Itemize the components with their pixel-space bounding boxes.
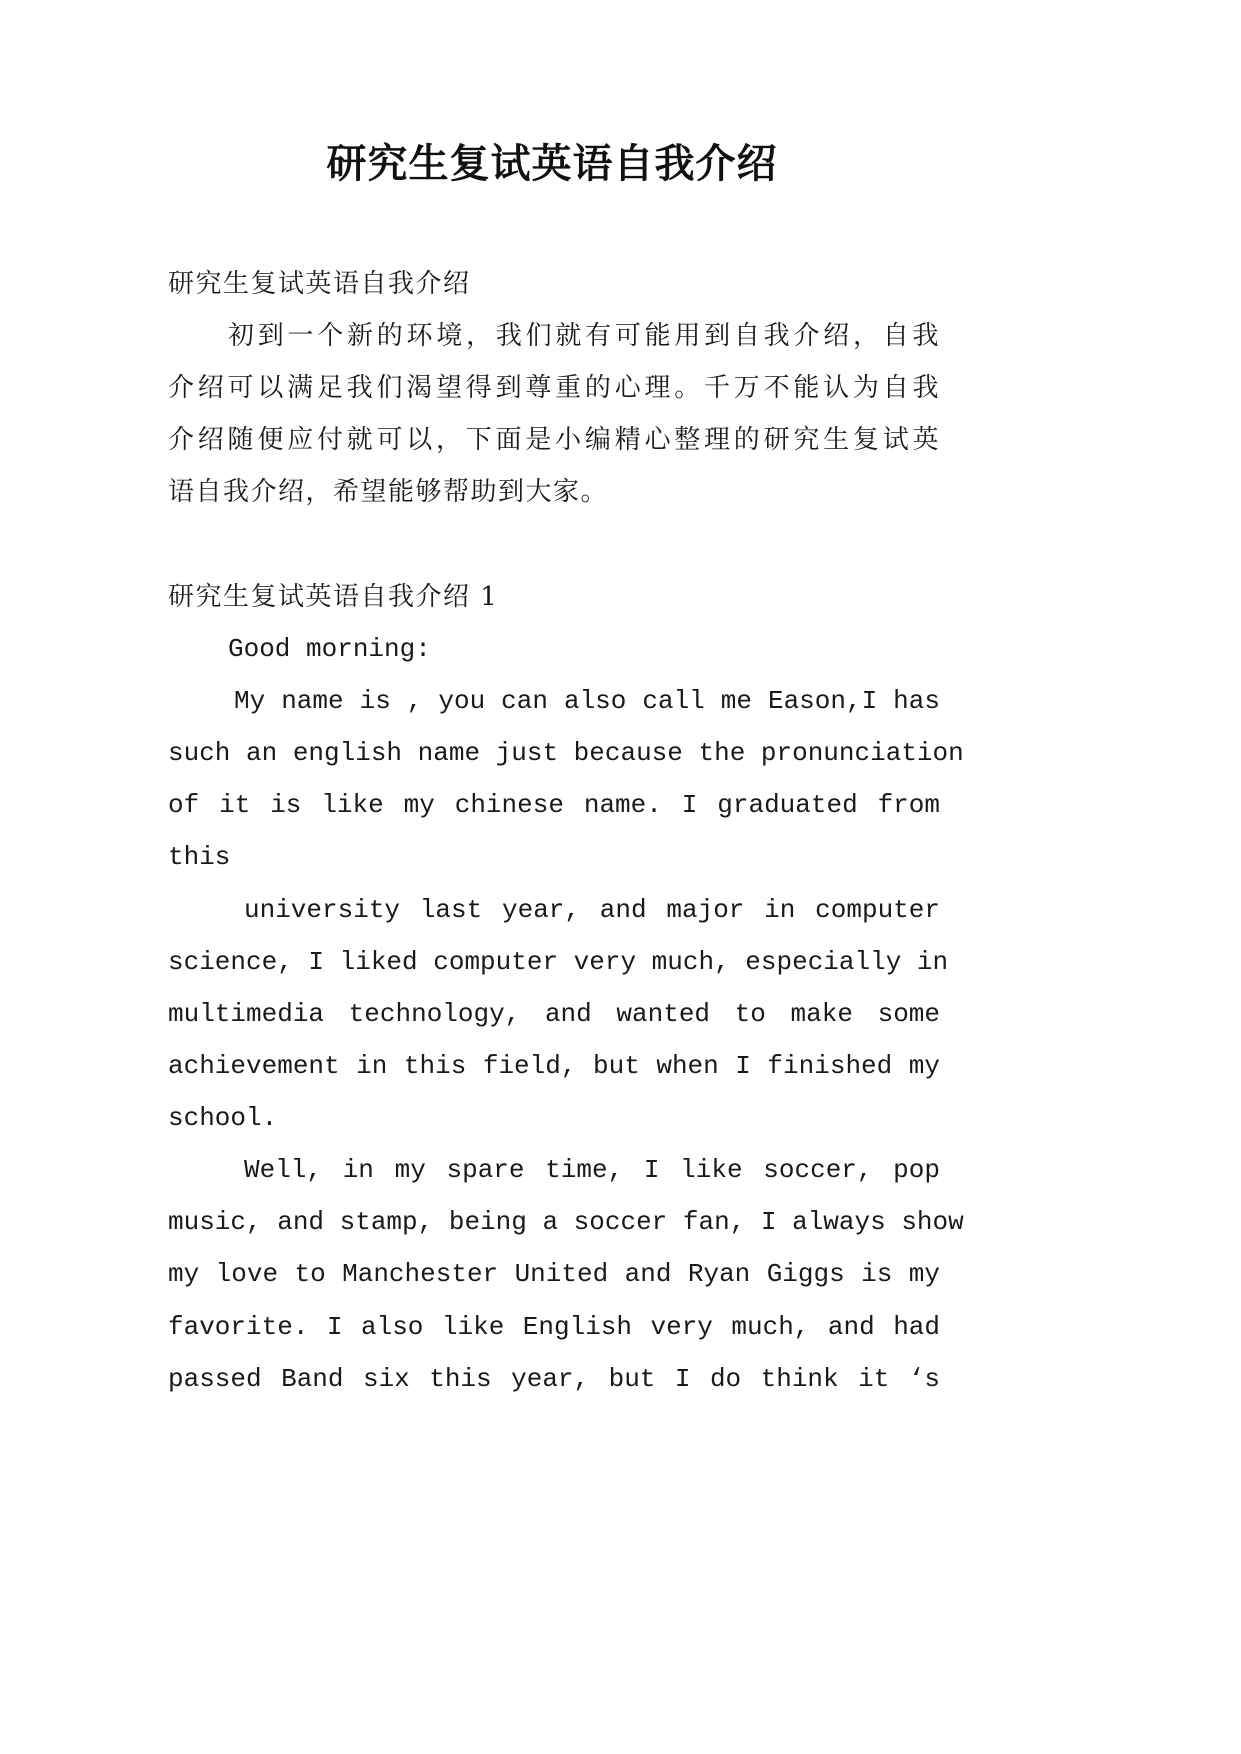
intro-line: 初到一个新的环境，我们就有可能用到自我介绍，自我 [228, 321, 940, 351]
paragraph-line: science, I liked computer very much, especially in [168, 947, 949, 977]
paragraph-line: multimedia technology, and wanted to make some [168, 999, 940, 1029]
intro-line: 介绍可以满足我们渴望得到尊重的心理。千万不能认为自我 [168, 373, 940, 403]
paragraph-line: music, and stamp, being a soccer fan, I always show [168, 1207, 964, 1237]
paragraph-line: My name is , you can also call me Eason,I has [234, 686, 940, 716]
greeting: Good morning: [228, 634, 431, 664]
intro-line: 介绍随便应付就可以，下面是小编精心整理的研究生复试英 [168, 425, 940, 455]
paragraph-line: Well, in my spare time, I like soccer, pop [244, 1155, 940, 1185]
section-heading: 研究生复试英语自我介绍 1 [168, 582, 499, 612]
paragraph-line: university last year, and major in computer [244, 895, 940, 925]
paragraph-line: of it is like my chinese name. I graduated from [168, 790, 940, 820]
paragraph-line: passed Band six this year, but I do think it ‘s [168, 1364, 940, 1394]
paragraph-line: my love to Manchester United and Ryan Giggs is my [168, 1259, 940, 1289]
document-title: 研究生复试英语自我介绍 [326, 140, 778, 187]
paragraph-line: achievement in this field, but when I finished my [168, 1051, 940, 1081]
intro-line: 语自我介绍，希望能够帮助到大家。 [168, 477, 609, 507]
document-subtitle: 研究生复试英语自我介绍 [168, 269, 471, 299]
paragraph-line: favorite. I also like English very much, and had [168, 1312, 940, 1342]
paragraph-line: such an english name just because the pronunciation [168, 738, 964, 768]
paragraph-line: school. [168, 1103, 278, 1133]
paragraph-line: this [168, 842, 231, 872]
